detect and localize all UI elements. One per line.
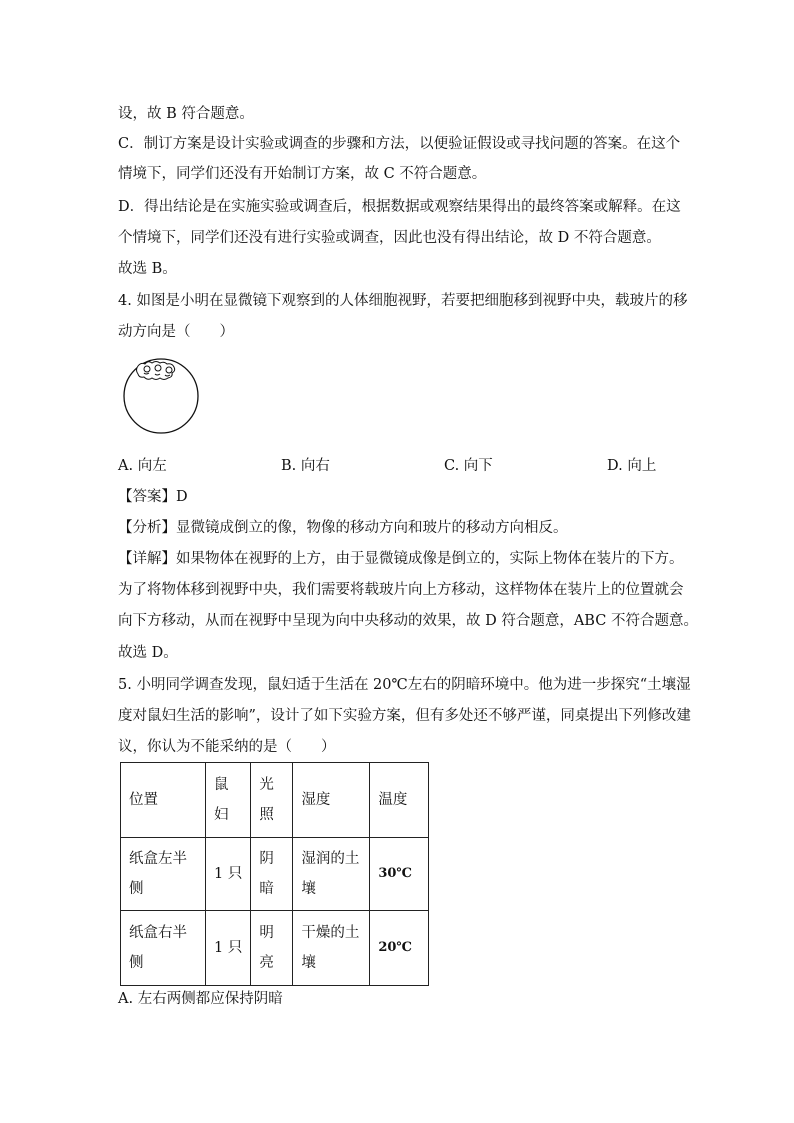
table-header-row	[121, 763, 429, 838]
q4-stem: 4. 如图是小明在显微镜下观察到的人体细胞视野，若要把细胞移到视野中央，载玻片的移	[118, 293, 688, 309]
table-row	[121, 911, 429, 986]
prev-answer-line: 个情境下，同学们还没有进行实验或调查，因此也没有得出结论，故 D 不符合题意。	[118, 230, 661, 246]
table-cell: 20℃	[370, 911, 429, 986]
q4-option-d: D. 向上	[607, 458, 657, 474]
q5-stem: 议，你认为不能采纳的是（ ）	[118, 739, 336, 755]
table-cell: 湿润的土壤	[293, 838, 370, 911]
q5-stem: 5. 小明同学调查发现，鼠妇适于生活在 20℃左右的阴暗环境中。他为进一步探究“土壤湿	[118, 677, 691, 693]
table-cell: 纸盒右半侧	[121, 911, 206, 986]
table-cell: 纸盒左半侧	[121, 838, 206, 911]
table-row	[121, 838, 429, 911]
prev-answer-line: 情境下，同学们还没有开始制订方案，故 C 不符合题意。	[118, 166, 487, 182]
prev-answer-line: 故选 B。	[118, 261, 177, 277]
q4-analysis: 【分析】显微镜成倒立的像，物像的移动方向和玻片的移动方向相反。	[118, 520, 568, 536]
q4-answer: 【答案】D	[118, 489, 188, 505]
q4-detail-line: 故选 D。	[118, 645, 178, 661]
table-header-cell: 温度	[370, 763, 429, 838]
prev-answer-line: C．制订方案是设计实验或调查的步骤和方法，以便验证假设或寻找问题的答案。在这个	[118, 136, 681, 152]
microscope-field-figure	[120, 354, 202, 436]
table-cell: 明亮	[251, 911, 293, 986]
q5-option-a: A. 左右两侧都应保持阴暗	[118, 991, 283, 1007]
q5-stem: 度对鼠妇生活的影响”，设计了如下实验方案，但有多处还不够严谨，同桌提出下列修改建	[118, 708, 691, 724]
table-header-cell: 光照	[251, 763, 293, 838]
q4-detail-line: 【详解】如果物体在视野的上方，由于显微镜成像是倒立的，实际上物体在装片的下方。	[118, 551, 684, 567]
q4-detail-line: 向下方移动，从而在视野中呈现为向中央移动的效果，故 D 符合题意，ABC 不符合题意。	[118, 613, 698, 629]
table-cell: 1 只	[206, 838, 251, 911]
table-cell: 干燥的土壤	[293, 911, 370, 986]
q4-detail-line: 为了将物体移到视野中央，我们需要将载玻片向上方移动，这样物体在装片上的位置就会	[118, 582, 684, 598]
cell-cluster-icon	[137, 362, 175, 380]
experiment-table	[120, 762, 429, 986]
table-cell: 阴暗	[251, 838, 293, 911]
table-cell: 1 只	[206, 911, 251, 986]
prev-answer-line: D．得出结论是在实施实验或调查后，根据数据或观察结果得出的最终答案或解释。在这	[118, 199, 681, 215]
q4-option-b: B. 向右	[281, 458, 330, 474]
q4-option-c: C. 向下	[444, 458, 493, 474]
q4-stem: 动方向是（ ）	[118, 324, 234, 340]
table-header-cell: 位置	[121, 763, 206, 838]
prev-answer-line: 设，故 B 符合题意。	[118, 106, 254, 122]
table-header-cell: 鼠妇	[206, 763, 251, 838]
table-header-cell: 湿度	[293, 763, 370, 838]
table-cell: 30℃	[370, 838, 429, 911]
q4-option-a: A. 向左	[118, 458, 167, 474]
